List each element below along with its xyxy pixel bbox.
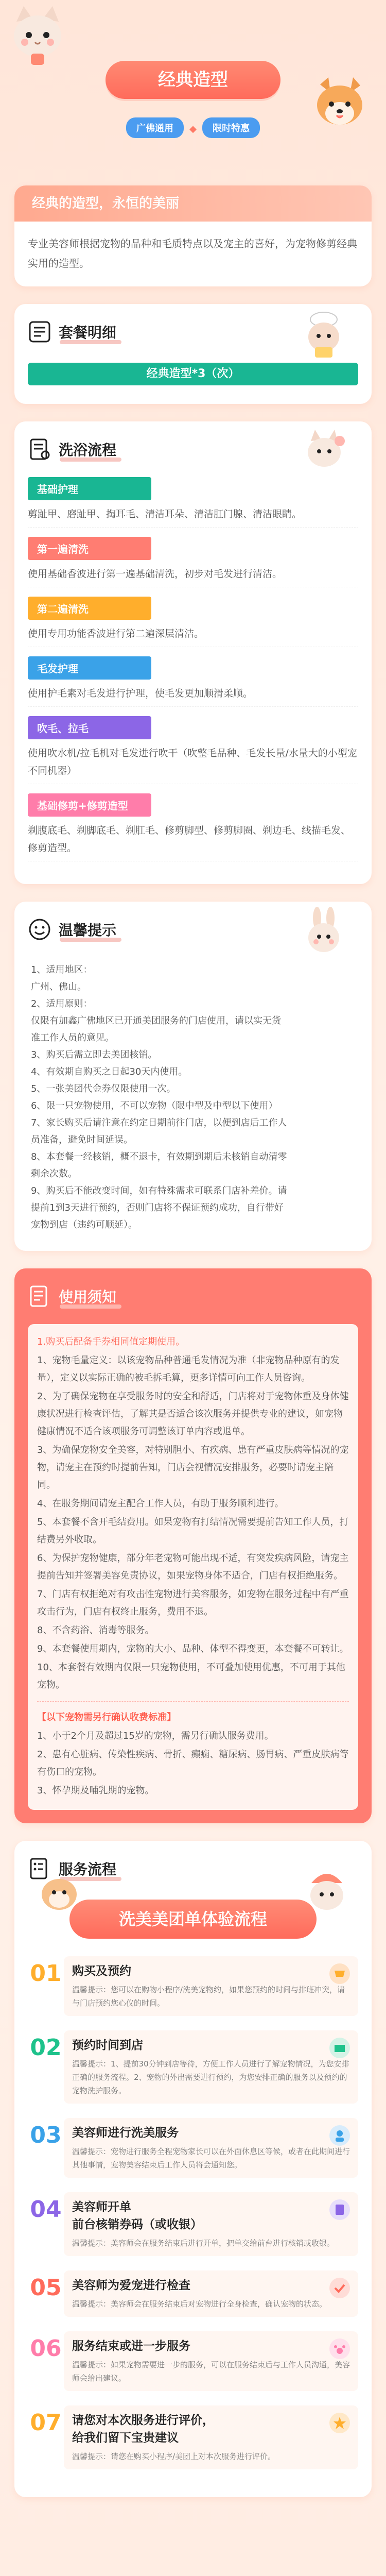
smile-icon	[28, 918, 51, 941]
tags-row	[0, 117, 386, 138]
paw-icon	[328, 2337, 351, 2360]
notice-para: 2、为了确保宠物在享受服务时的安全和舒适，门店将对于宠物体重及身体健康状况进行检查评估，了解其是否适合该次服务并提供专业的建议，如宠物健康情况不适合该项服务可调整该订单内容或退单。	[37, 1391, 349, 1437]
flow-step-number: 07	[30, 2410, 62, 2436]
wash-step-text: 使用基础香波进行第一遍基础清洗，初步对毛发进行清洁。	[28, 560, 358, 587]
tip-line: 4、有效期自购买之日起30天内使用。	[31, 1066, 188, 1077]
flow-step-title: 购买及预约	[72, 1964, 131, 1978]
flow-step-body	[64, 2192, 358, 2256]
flow-step-body	[64, 2118, 358, 2178]
notice-para: 10、本套餐有效期内仅限一只宠物使用，不可叠加使用优惠，不可用于其他宠物。	[37, 1662, 345, 1690]
flow-step-title: 请您对本次服务进行评价， 给我们留下宝贵建议	[72, 2414, 214, 2445]
flow-step	[28, 2331, 358, 2391]
tag-separator-icon: ◆	[189, 124, 197, 134]
tip-line: 5、一张美团代金券仅限使用一次。	[31, 1083, 176, 1094]
notice-header	[28, 1268, 358, 1324]
star-icon	[328, 2412, 351, 2434]
plan-title: 套餐明细	[59, 324, 117, 341]
notice-para: 7、门店有权拒绝对有攻击性宠物进行美容服务，如宠物在服务过程中有严重攻击行为，门店有权终止服务，费用不退。	[37, 1589, 349, 1617]
flow-step	[28, 2118, 358, 2178]
notice-para: 6、为保护宠物健康，部分年老宠物可能出现不适，有突发疾病风险，请宠主提前告知并签署美容免责协议，如果宠物身体不适合，门店有权拒绝服务。	[37, 1553, 349, 1581]
wash-step	[28, 793, 358, 861]
flow-step-desc: 温馨提示：请您在购买小程序/美团上对本次服务进行评价。	[72, 2452, 276, 2461]
tip-line: 剩余次数。	[31, 1168, 77, 1179]
cat-mascot-hat-icon	[301, 1868, 353, 1914]
plan-card	[14, 304, 372, 404]
notice-para: 9、本套餐使用期内，宠物的大小、品种、体型不得变更，本套餐不可转让。	[37, 1643, 349, 1654]
bunny-mascot-icon	[295, 906, 352, 957]
notice-para: 4、在服务期间请宠主配合工作人员，有助于服务顺利进行。	[37, 1498, 284, 1509]
flow-step-title: 美容师为爱宠进行检查	[72, 2279, 190, 2292]
tip-line: 广州、佛山。	[31, 981, 86, 992]
list-icon	[28, 320, 51, 344]
tip-line: 9、购买后不能改变时间，如有特殊需求可联系门店补差价。请	[31, 1185, 287, 1196]
flow-step-body	[64, 2030, 358, 2104]
groomer-icon	[328, 2124, 351, 2147]
tag-offer: 限时特惠	[202, 117, 260, 138]
flow-step-number: 06	[30, 2335, 62, 2362]
header	[0, 0, 386, 185]
wash-step-text: 剃腹底毛、剃脚底毛、剃肛毛、修剪脚型、修剪脚圈、剃边毛、线描毛发、修剪造型。	[28, 817, 358, 861]
wash-step	[28, 597, 358, 647]
notice-para: 8、不含药浴、消毒等服务。	[37, 1625, 154, 1636]
notice-para: 5、本套餐不含开毛结费用。如果宠物有打结情况需要提前告知工作人员，打结费另外收取。	[37, 1517, 349, 1545]
notice-para: 3、为确保宠物安全美容，对特别胆小、有疾病、患有严重皮肤病等情况的宠物，请宠主在预约时提前告知，门店会视情况安排服务，必要时请宠主陪同。	[37, 1445, 349, 1490]
wash-step	[28, 716, 358, 784]
tip-line: 2、适用原则：	[31, 998, 93, 1009]
plan-header	[28, 304, 358, 360]
tips-card	[14, 902, 372, 1251]
cat-mascot-small-icon	[295, 426, 352, 477]
wash-title: 洗浴流程	[59, 442, 117, 459]
wash-step	[28, 537, 358, 587]
flow-step-number: 04	[30, 2196, 62, 2223]
tips-header	[28, 902, 358, 957]
wash-step	[28, 656, 358, 707]
notice-warn: 3、怀孕期及哺乳期的宠物。	[37, 1785, 154, 1796]
flow-step	[28, 1956, 358, 2016]
wash-step-text: 剪趾甲、磨趾甲、掏耳毛、清洁耳朵、清洁肛门腺、清洁眼睛。	[28, 500, 358, 528]
flow-step-desc: 温馨提示：宠物进行服务全程宠物家长可以在外面休息区等候，或者在此期间进行其他事情，宠物美容结束后工作人员将会通知您。	[72, 2147, 350, 2170]
notice-warn: 2、患有心脏病、传染性疾病、骨折、癫痫、糖尿病、肠胃病、严重皮肤病等有伤口的宠物。	[37, 1749, 349, 1777]
cart-icon	[328, 1962, 351, 1985]
wash-header	[28, 421, 358, 477]
tips-title: 温馨提示	[59, 922, 117, 939]
flow-step-number: 02	[30, 2035, 62, 2061]
wash-step-label: 基础修剪+修剪造型	[28, 793, 151, 817]
flow-step-desc: 温馨提示：您可以在购物小程序/洗美宠物约，如果您预约的时间与排班冲突，请与门店预约您心仪的时间。	[72, 1985, 345, 2008]
check-icon	[328, 2277, 351, 2299]
cat-mascot-icon	[9, 6, 66, 68]
flow-step	[28, 2192, 358, 2256]
tip-line: 仅限有加鑫广佛地区已开通美团服务的门店使用，请以实无货	[31, 1015, 281, 1026]
plan-item: 经典造型*3（次）	[28, 363, 358, 385]
notice-para: 1.购买后配备手券相同值定期使用。	[37, 1336, 185, 1347]
tip-line: 宠物到店（违约可顺延）。	[31, 1219, 137, 1230]
flow-step-desc: 温馨提示：美容师会在服务结束后对宠物进行全身检查，确认宠物的状态。	[72, 2299, 327, 2309]
flow-step-body	[64, 2405, 358, 2469]
receipt-icon	[328, 2198, 351, 2221]
notice-para: 1、宠物毛量定义：以该宠物品种普通毛发情况为准（非宠物品种原有的发量），定义以实际正确的被毛拆毛算，更多详情可向工作人员咨询。	[37, 1355, 340, 1383]
notice-warn: 1、小于2个月及超过15岁的宠物，需另行确认服务费用。	[37, 1731, 274, 1741]
notice-doc-icon	[28, 1284, 51, 1308]
flow-step-desc: 温馨提示：如果宠物需要进一步的服务，可以在服务结束后与工作人员沟通，美容师会给出建议。	[72, 2360, 350, 2383]
tips-list	[28, 957, 358, 1238]
notice-card	[14, 1268, 372, 1823]
wash-step-text: 使用专用功能香波进行第二遍深层清洁。	[28, 620, 358, 647]
wash-step-label: 基础护理	[28, 477, 151, 500]
wash-step-label: 第一遍清洗	[28, 537, 151, 560]
tip-line: 提前1到3天进行预约，否则门店将不保证预约成功，自行带好	[31, 1202, 284, 1213]
wash-step-label: 毛发护理	[28, 656, 151, 680]
wash-card	[14, 421, 372, 884]
intro-card	[14, 185, 372, 286]
intro-text: 专业美容师根据宠物的品种和毛质特点以及宠主的喜好，为宠物修剪经典实用的造型。	[28, 238, 357, 269]
store-icon	[328, 2037, 351, 2059]
flow-step	[28, 2030, 358, 2104]
flow-step-title: 美容师开单 前台核销券码（或收银）	[72, 2200, 202, 2231]
bear-chef-icon	[295, 308, 352, 360]
document-icon	[28, 437, 51, 461]
flow-step-desc: 温馨提示：1、提前30分钟到店等待，方便工作人员进行了解宠物情况，为您安排正确的服务流程。2、宠物的外出需要进行预约，为您安排正确的服务以及预约的宠物洗护服务。	[72, 2059, 349, 2095]
flow-banner	[69, 1900, 317, 1939]
wash-step	[28, 477, 358, 528]
flow-banner-text: 洗美美团单体验流程	[118, 1909, 267, 1929]
flow-step-desc: 温馨提示：美容师会在服务结束后进行开单，把单交给前台进行核销或收银。	[72, 2239, 335, 2248]
flow-step-body	[64, 2270, 358, 2317]
tip-line: 准工作人员的意见。	[31, 1032, 114, 1043]
flow-step-title: 服务结束或进一步服务	[72, 2340, 190, 2353]
flow-step	[28, 2270, 358, 2317]
notice-divider	[37, 1701, 349, 1702]
tag-region: 广佛通用	[126, 117, 184, 138]
flow-step	[28, 2405, 358, 2469]
notice-title: 使用须知	[59, 1289, 117, 1306]
tip-line: 8、本套餐一经核销，概不退卡，有效期到期后未核销自动清零	[31, 1151, 287, 1162]
flow-step-number: 01	[30, 1960, 62, 1987]
tip-line: 员准备，避免时间延误。	[31, 1134, 133, 1145]
wash-step-text: 使用吹水机/拉毛机对毛发进行吹干（吹整毛品种、毛发长量/水量大的小型宠不同机器）	[28, 739, 358, 784]
wash-step-text: 使用护毛素对毛发进行护理，使毛发更加顺滑柔顺。	[28, 680, 358, 707]
tip-line: 7、家长购买后请注意在约定日期前往门店，以便到店后工作人	[31, 1117, 287, 1128]
flow-step-body	[64, 2331, 358, 2391]
flow-step-title: 美容师进行洗美服务	[72, 2126, 179, 2140]
intro-banner: 经典的造型，永恒的美丽	[14, 185, 372, 222]
wash-step-label: 吹毛、拉毛	[28, 716, 151, 739]
flow-step-body	[64, 1956, 358, 2016]
tip-line: 3、购买后需立即去美团核销。	[31, 1049, 157, 1060]
notice-warn-title: 【以下宠物需另行确认收费标准】	[37, 1712, 176, 1723]
flow-title: 服务流程	[59, 1861, 117, 1878]
tip-line: 6、限一只宠物使用，不可以宠物（限中型及中型以下使用）	[31, 1100, 278, 1111]
flow-step-title: 预约时间到店	[72, 2039, 143, 2052]
wash-step-label: 第二遍清洗	[28, 597, 151, 620]
flow-step-number: 05	[30, 2275, 62, 2301]
notice-body	[28, 1324, 358, 1810]
flow-step-number: 03	[30, 2122, 62, 2148]
flow-card	[14, 1841, 372, 2497]
page-title: 经典造型	[106, 61, 280, 99]
tip-line: 1、适用地区：	[31, 964, 93, 975]
